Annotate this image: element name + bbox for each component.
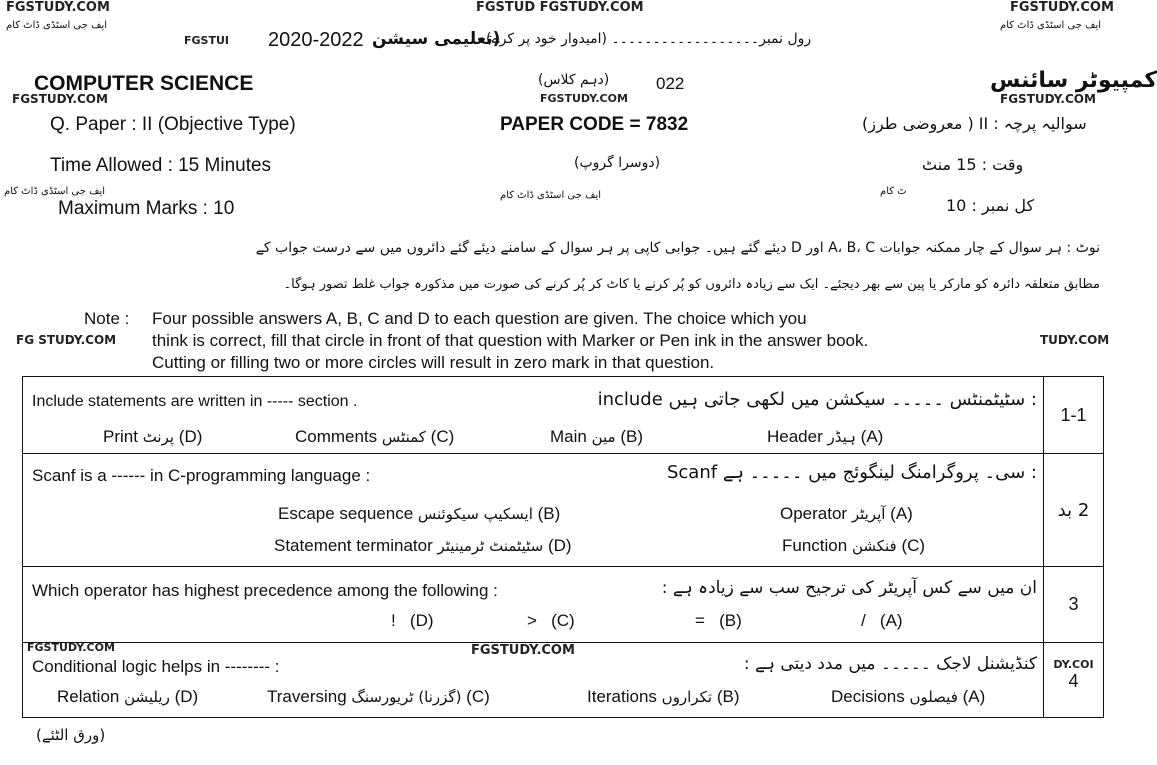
question-row-2: [23, 454, 1104, 567]
question-1-option-b: Main مین (B): [550, 427, 643, 446]
questions-table: [22, 376, 1104, 718]
note-label: Note :: [84, 309, 130, 328]
maximum-marks: Maximum Marks : 10: [58, 198, 235, 219]
question-1-number: 1-1: [1044, 377, 1104, 454]
question-2-option-c: Function فنکشن (C): [782, 536, 926, 555]
watermark-note-left: FG STUDY.COM: [16, 333, 117, 347]
note-en-line1: Four possible answers A, B, C and D to each question are given. The choice which you: [152, 309, 807, 328]
question-1-text: Include statements are written in ----- section .: [32, 393, 358, 410]
watermark-q4-center: FGSTUDY.COM: [471, 643, 575, 658]
watermark-header-small: FGSTUI: [184, 34, 229, 47]
time-allowed-urdu: وقت : 15 منٹ: [922, 155, 1024, 174]
question-1-option-d: Print پرنٹ (D): [103, 427, 203, 446]
question-2-number: 2 بد: [1044, 454, 1104, 567]
watermark-top-right: FGSTUDY.COM: [1010, 0, 1114, 15]
watermark-urdu-top-left: ایف جی اسٹڈی ڈاٹ کام: [6, 20, 108, 31]
question-3-urdu: ان میں سے کس آپریٹر کی ترجیح سب سے زیادہ ہے :: [661, 578, 1037, 598]
watermark-note-right: TUDY.COM: [1040, 333, 1110, 347]
watermark-q4-left: FGSTUDY.COM: [27, 641, 115, 654]
question-1-option-a: Header ہیڈر (A): [767, 427, 884, 446]
paper-type-urdu: سوالیہ پرچہ : II ( معروضی طرز): [862, 114, 1087, 133]
question-3-option-a: / (A): [861, 611, 903, 630]
question-4-option-c: Traversing (گزرنا) ٹریورسنگ (C): [267, 687, 490, 706]
group-urdu: (دوسرا گروپ): [574, 155, 661, 171]
paper-code: PAPER CODE = 7832: [500, 114, 689, 135]
question-2-option-d: Statement terminator سٹیٹمنٹ ٹرمینیٹر (D): [274, 536, 572, 555]
note-en-line2: think is correct, fill that circle in front of that question with Marker or Pen ink in the answer book.: [152, 331, 869, 350]
question-2-option-a: Operator آپریٹر (A): [780, 504, 913, 523]
question-2-urdu: Scanf سی۔ پروگرامنگ لینگوئج میں ۔۔۔۔۔ ہے :: [666, 462, 1037, 483]
question-2-option-b: Escape sequence ایسکیپ سیکوئنس (B): [278, 504, 561, 523]
question-3-option-c: > (C): [527, 611, 575, 630]
question-4-urdu: کنڈیشنل لاجک ۔۔۔۔۔ میں مدد دیتی ہے :: [743, 654, 1037, 674]
question-3-text: Which operator has highest precedence among the following :: [32, 581, 498, 600]
subject-title: COMPUTER SCIENCE: [34, 72, 254, 95]
time-allowed: Time Allowed : 15 Minutes: [50, 155, 272, 176]
question-4-number: DY.COI 4: [1044, 643, 1104, 718]
question-3-option-b: = (B): [695, 611, 742, 630]
question-1-option-c: Comments کمنٹس (C): [295, 427, 455, 446]
session-urdu: (تعلیمی سیشن: [372, 29, 501, 49]
question-4-option-d: Relation ریلیشن (D): [57, 687, 199, 706]
watermark-urdu-center: ایف جی اسٹڈی ڈاٹ کام: [500, 190, 602, 201]
roll-number-field: رول نمبر۔۔۔۔۔۔۔۔۔۔۔۔۔۔۔۔۔۔ (امیدوار خود پر کرے): [486, 31, 812, 47]
watermark-under-title-center: FGSTUDY.COM: [540, 92, 628, 105]
year-code: 022: [656, 74, 685, 93]
note-urdu-line2: مطابق متعلقہ دائرہ کو مارکر یا پین سے بھر دیجئے۔ ایک سے زیادہ دائروں کو پُر کرنے یا کاٹ کر پُر کرنے کی صورت میں مذکورہ جواب غلط تصور ہوگا۔: [283, 277, 1100, 292]
question-4-option-b: Iterations تکراروں (B): [587, 687, 740, 706]
subject-title-urdu: کمپیوٹر سائنس: [990, 68, 1157, 93]
watermark-urdu-mid-left: ایف جی اسٹڈی ڈاٹ کام: [4, 186, 106, 197]
watermark-under-title-left: FGSTUDY.COM: [12, 92, 108, 106]
question-row-4: [23, 643, 1104, 718]
question-1-urdu: include سٹیٹمنٹس ۔۔۔۔۔ سیکشن میں لکھی جاتی ہیں :: [597, 389, 1037, 410]
question-2-text: Scanf is a ------ in C-programming language :: [32, 466, 371, 485]
watermark-urdu-right-small: ٹ کام: [880, 186, 907, 197]
watermark-under-title-right: FGSTUDY.COM: [1000, 92, 1096, 106]
question-3-option-d: ! (D): [391, 611, 434, 630]
maximum-marks-urdu: کل نمبر : 10: [946, 196, 1035, 215]
note-urdu-line1: نوٹ : ہر سوال کے چار ممکنہ جوابات A، B، C اور D دیئے گئے ہیں۔ جوابی کاپی پر ہر سوال کے سامنے دیئے گئے دائروں میں سے درست جواب کے: [255, 240, 1100, 256]
question-row-3: [23, 567, 1104, 643]
watermark-urdu-top-right: ایف جی اسٹڈی ڈاٹ کام: [1000, 20, 1102, 31]
paper-type: Q. Paper : II (Objective Type): [50, 114, 296, 135]
question-4-text: Conditional logic helps in -------- :: [32, 657, 280, 676]
session-years: 2020-2022: [268, 29, 364, 51]
watermark-top-left: FGSTUDY.COM: [6, 0, 110, 15]
watermark-top-center: FGSTUD FGSTUDY.COM: [476, 0, 644, 15]
question-row-1: [23, 377, 1104, 454]
watermark-q4-right: DY.COI: [1053, 658, 1094, 671]
question-4-option-a: Decisions فیصلوں (A): [831, 687, 986, 706]
turn-over-note: (ورق الٹئے): [36, 726, 106, 744]
class-urdu: (دہم کلاس): [538, 72, 610, 88]
note-en-line3: Cutting or filling two or more circles will result in zero mark in that question.: [152, 353, 715, 372]
question-3-number: 3: [1044, 567, 1104, 643]
